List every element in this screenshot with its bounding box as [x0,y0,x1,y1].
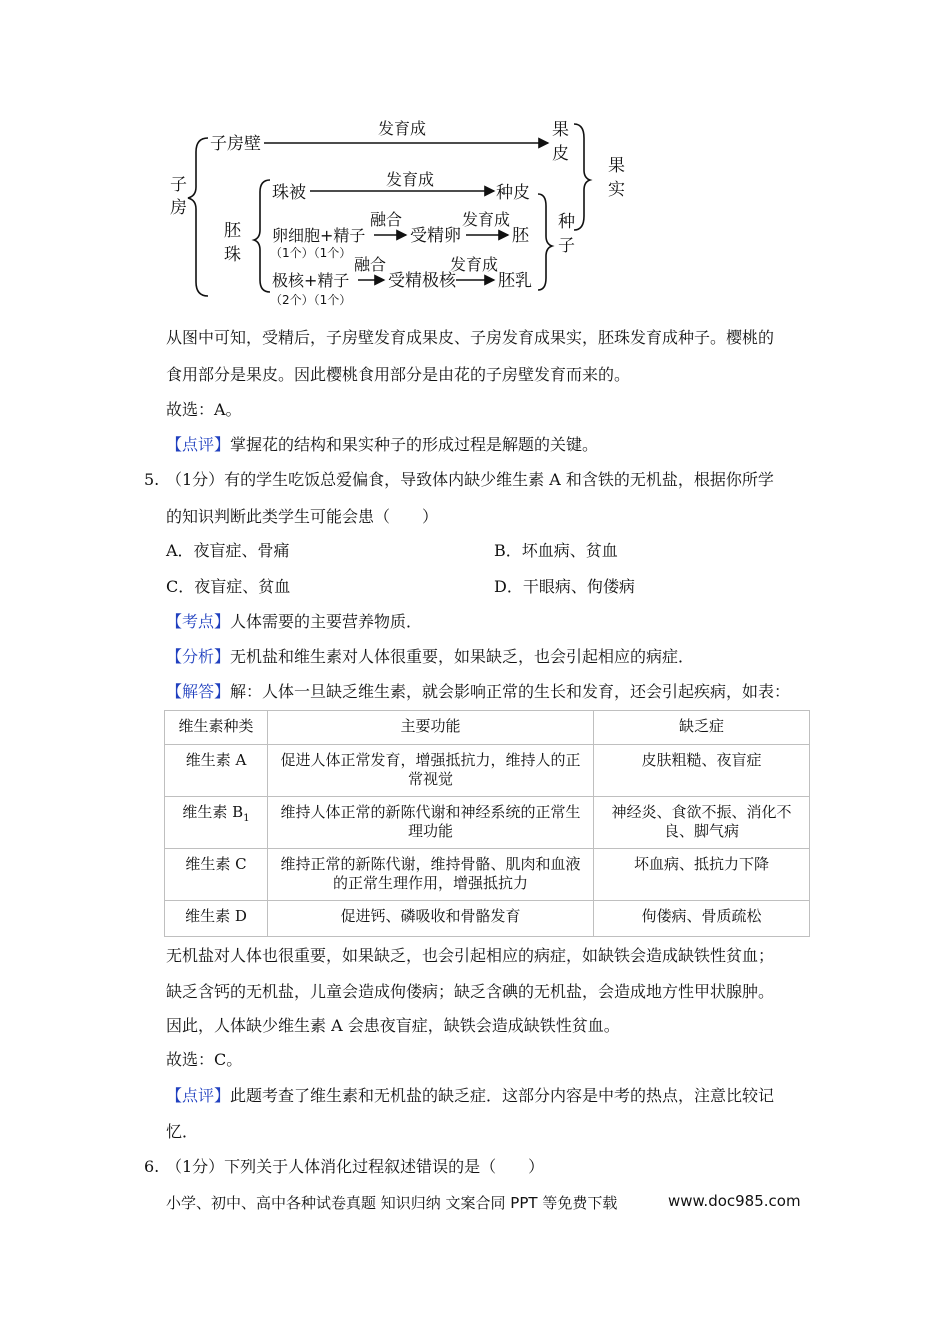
q4-comment [166,435,598,455]
row-kind: 维生素 C [165,849,268,901]
zygote-label: 受精卵 [410,226,461,246]
comment-tag: 【点评】 [166,435,231,454]
q5-option-d[interactable]: D．干眼病、佝偻病 [494,577,635,596]
q5-after-line3: 因此，人体缺少维生素 A 会患夜盲症，缺铁会造成缺铁性贫血。 [166,1016,620,1035]
integument-develop-label: 发育成 [386,170,435,189]
q5-comment-line2: 忆． [166,1122,199,1141]
q4-analysis-line1: 从图中可知，受精后，子房壁发育成果皮、子房发育成果实，胚珠发育成种子。樱桃的 [166,328,775,347]
comment-tag: 【点评】 [166,1086,231,1105]
polar-fuse-label: 融合 [354,255,387,274]
ovule-char-1: 胚 [224,221,241,241]
egg-fuse-label: 融合 [370,210,403,229]
q5-answer: 故选：C。 [166,1050,243,1069]
pericarp-char-1: 果 [552,120,569,140]
q4-answer: 故选：A。 [166,400,242,419]
pericarp-char-2: 皮 [552,144,569,164]
row-deficiency: 佝偻病、骨质疏松 [594,901,810,937]
ovary-char-1: 子 [170,175,187,195]
polar-develop-label: 发育成 [450,255,499,274]
header-kind: 维生素种类 [165,711,268,745]
seed-char-2: 子 [558,236,575,256]
egg-sperm-counts: （1个）（1个） [270,246,352,260]
row-kind: 维生素 D [165,901,268,937]
seed-coat-label: 种皮 [496,183,530,203]
header-function: 主要功能 [268,711,594,745]
point-tag: 【考点】 [166,612,231,631]
q5-after-line1: 无机盐对人体也很重要，如果缺乏，也会引起相应的病症，如缺铁会造成缺铁性贫血； [166,946,775,965]
zygote-develop-label: 发育成 [462,210,511,229]
row-function: 维持人体正常的新陈代谢和神经系统的正常生理功能 [268,797,594,849]
ovary-brace [188,138,208,296]
analysis-tag: 【分析】 [166,647,231,666]
q5-number: 5. [144,470,160,489]
table-row [165,901,810,937]
ovule-brace [254,180,270,292]
q4-analysis-line2: 食用部分是果皮。因此樱桃食用部分是由花的子房壁发育而来的。 [166,365,631,384]
ovary-wall-develop-label: 发育成 [378,119,427,138]
row-deficiency: 神经炎、食欲不振、消化不良、脚气病 [594,797,810,849]
q5-point-text: 人体需要的主要营养物质． [230,612,423,631]
fruit-label: 果实 [608,156,625,200]
vitamin-table [164,710,810,937]
q5-comment-text: 此题考查了维生素和无机盐的缺乏症．这部分内容是中考的热点，注意比较记 [230,1086,775,1105]
q5-option-b[interactable]: B．坏血病、贫血 [494,541,618,560]
seed-brace [538,194,552,290]
q5-after-line2: 缺乏含钙的无机盐，儿童会造成佝偻病；缺乏含碘的无机盐，会造成地方性甲状腺肿。 [166,982,775,1001]
polar-sperm-label: 极核+精子 [272,271,350,290]
table-row [165,745,810,797]
seed-char-1: 种 [558,212,575,232]
table-row [165,797,810,849]
row-function: 促进人体正常发育，增强抵抗力，维持人的正常视觉 [268,745,594,797]
ovule-char-2: 珠 [224,245,241,265]
footer-text: 小学、初中、高中各种试卷真题 知识归纳 文案合同 PPT 等免费下载 [166,1194,618,1212]
q5-analysis-text: 无机盐和维生素对人体很重要，如果缺乏，也会引起相应的病症． [230,647,695,666]
ovary-char-2: 房 [170,198,187,218]
row-function: 维持正常的新陈代谢，维持骨骼、肌肉和血液的正常生理作用，增强抵抗力 [268,849,594,901]
row-deficiency: 坏血病、抵抗力下降 [594,849,810,901]
q4-comment-text: 掌握花的结构和果实种子的形成过程是解题的关键。 [230,435,599,454]
q5-point [166,612,422,632]
q6-number: 6. [144,1157,160,1176]
footer-url[interactable]: www.doc985.com [668,1192,801,1210]
q5-stem-line1: （1分）有的学生吃饭总爱偏食，导致体内缺少维生素 A 和含铁的无机盐，根据你所学 [166,470,774,489]
row-kind-subscript: 1 [243,813,250,824]
row-kind: 维生素 A [165,745,268,797]
row-deficiency: 皮肤粗糙、夜盲症 [594,745,810,797]
polar-sperm-counts: （2个）（1个） [270,293,352,307]
embryo-label: 胚 [512,226,529,246]
row-function: 促进钙、磷吸收和骨骼发育 [268,901,594,937]
header-deficiency: 缺乏症 [594,711,810,745]
solution-tag: 【解答】 [166,682,231,701]
fruit-formation-diagram [160,112,600,312]
table-header-row [165,711,810,745]
q5-analysis [166,647,694,667]
q5-solution [166,682,790,702]
fertilized-polar-label: 受精极核 [388,271,456,291]
table-row [165,849,810,901]
integument-label: 珠被 [272,183,306,203]
q5-comment-line1 [166,1086,774,1106]
q5-solution-text: 解：人体一旦缺乏维生素，就会影响正常的生长和发育，还会引起疾病，如表： [230,682,791,701]
row-kind-text: 维生素 B [182,803,244,821]
q5-stem-line2: 的知识判断此类学生可能会患（ ） [166,507,439,526]
endosperm-label: 胚乳 [498,271,532,291]
egg-sperm-label: 卵细胞+精子 [272,226,366,245]
ovary-wall-label: 子房壁 [210,134,261,154]
q5-option-c[interactable]: C．夜盲症、贫血 [166,577,291,596]
q6-stem: （1分）下列关于人体消化过程叙述错误的是（ ） [166,1157,545,1176]
fruit-brace [574,124,590,230]
q5-option-a[interactable]: A．夜盲症、骨痛 [166,541,290,560]
row-kind [165,797,268,849]
